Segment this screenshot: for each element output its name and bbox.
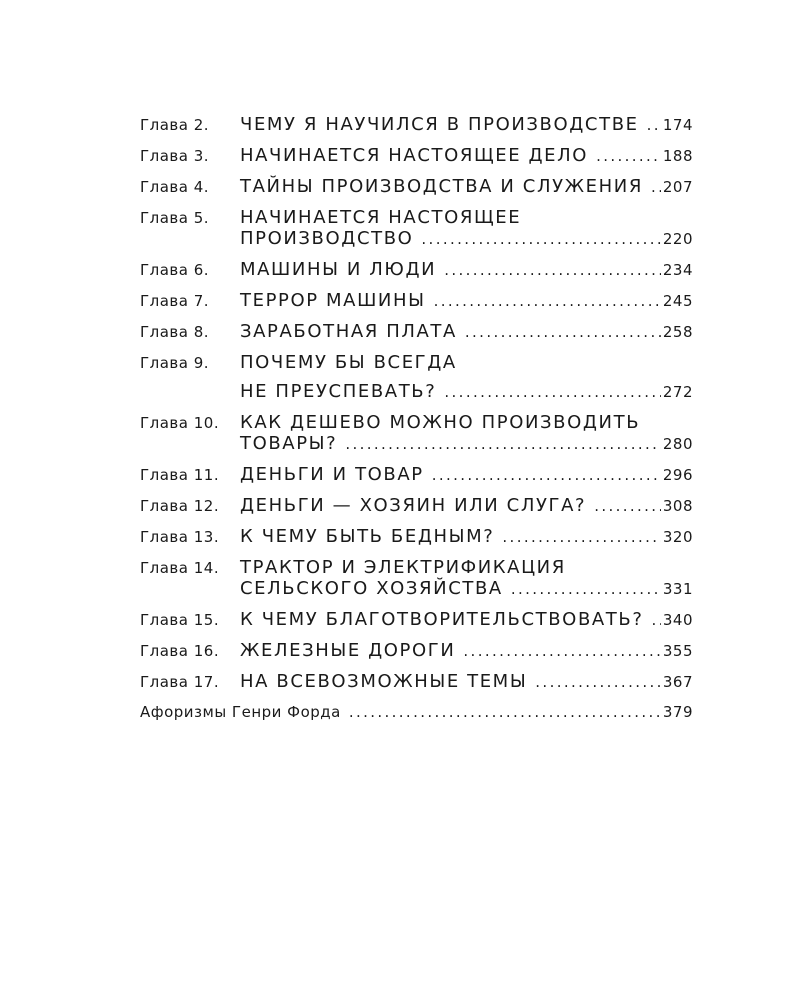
aphorisms-title	[140, 702, 693, 723]
chapter-label: Глава 6.	[140, 261, 210, 279]
toc-entry[interactable]	[140, 609, 693, 631]
chapter-label: Глава 4.	[140, 178, 210, 196]
chapter-title	[240, 207, 693, 250]
chapter-title-line: ПОЧЕМУ БЫ ВСЕГДА	[240, 352, 457, 373]
chapter-title	[240, 526, 693, 548]
chapter-title-line: К ЧЕМУ БЛАГОТВОРИТЕЛЬСТВОВАТЬ?	[240, 609, 644, 630]
chapter-title-line: ЗАРАБОТНАЯ ПЛАТА	[240, 321, 457, 342]
chapter-title-line: ТЕРРОР МАШИНЫ	[240, 290, 426, 311]
toc-entry[interactable]	[140, 526, 693, 548]
dot-leader	[535, 672, 661, 693]
aphorisms-title-text: Афоризмы Генри Форда	[140, 703, 341, 721]
toc-entry[interactable]	[140, 290, 693, 312]
dot-leader	[345, 434, 661, 455]
chapter-label: Глава 17.	[140, 673, 220, 691]
dot-leader	[421, 229, 660, 250]
toc-entry[interactable]	[140, 464, 693, 486]
chapter-title-line: КАК ДЕШЕВО МОЖНО ПРОИЗВОДИТЬ	[240, 412, 641, 433]
toc-entry[interactable]	[140, 321, 693, 343]
chapter-label: Глава 14.	[140, 559, 220, 577]
chapter-title	[240, 557, 693, 600]
toc-entry[interactable]	[140, 557, 693, 600]
chapter-title-line: МАШИНЫ И ЛЮДИ	[240, 259, 437, 280]
toc-entry[interactable]	[140, 207, 693, 250]
dot-leader	[594, 496, 661, 517]
chapter-title-line: ЧЕМУ Я НАУЧИЛСЯ В ПРОИЗВОДСТВЕ	[240, 114, 639, 135]
chapter-title	[240, 609, 693, 631]
chapter-title	[240, 290, 693, 312]
chapter-title	[240, 671, 693, 693]
page-number: 280	[662, 435, 693, 453]
chapter-title	[240, 412, 693, 455]
page-number: 220	[662, 230, 693, 248]
dot-leader	[465, 322, 661, 343]
dot-leader	[502, 527, 660, 548]
chapter-title-line: НА ВСЕВОЗМОЖНЫЕ ТЕМЫ	[240, 671, 528, 692]
page-number: 207	[662, 178, 693, 196]
chapter-title-line: НАЧИНАЕТСЯ НАСТОЯЩЕЕ	[240, 207, 522, 228]
dot-leader	[647, 115, 661, 136]
chapter-title-line: ТОВАРЫ?	[240, 433, 338, 454]
dot-leader	[596, 146, 661, 167]
page-number: 245	[662, 292, 693, 310]
chapter-title-line: НАЧИНАЕТСЯ НАСТОЯЩЕЕ ДЕЛО	[240, 145, 589, 166]
chapter-title	[240, 352, 693, 403]
chapter-title	[240, 495, 693, 517]
page-number: 308	[662, 497, 693, 515]
dot-leader	[463, 641, 660, 662]
chapter-label: Глава 9.	[140, 354, 210, 372]
chapter-label: Глава 12.	[140, 497, 220, 515]
chapter-label: Глава 3.	[140, 147, 210, 165]
dot-leader	[652, 610, 661, 631]
dot-leader	[432, 465, 661, 486]
chapter-title-line: ТРАКТОР И ЭЛЕКТРИФИКАЦИЯ	[240, 557, 566, 578]
toc-entry[interactable]	[140, 495, 693, 517]
dot-leader	[511, 579, 661, 600]
chapter-label: Глава 11.	[140, 466, 220, 484]
page-number: 174	[662, 116, 693, 134]
toc-entry-aphorisms[interactable]	[140, 702, 693, 723]
toc-entry[interactable]	[140, 176, 693, 198]
chapter-label: Глава 8.	[140, 323, 210, 341]
chapter-label: Глава 16.	[140, 642, 220, 660]
chapter-title-line: СЕЛЬСКОГО ХОЗЯЙСТВА	[240, 578, 503, 599]
toc-entry[interactable]	[140, 640, 693, 662]
dot-leader	[349, 702, 661, 723]
toc-entry[interactable]	[140, 114, 693, 136]
toc-entry[interactable]	[140, 352, 693, 403]
page-number: 379	[662, 703, 693, 721]
toc-entry[interactable]	[140, 145, 693, 167]
chapter-title	[240, 464, 693, 486]
page-number: 331	[662, 580, 693, 598]
chapter-label: Глава 15.	[140, 611, 220, 629]
dot-leader	[434, 291, 661, 312]
table-of-contents	[140, 114, 693, 732]
chapter-title-line: ПРОИЗВОДСТВО	[240, 228, 414, 249]
dot-leader	[444, 382, 660, 403]
toc-entry[interactable]	[140, 671, 693, 693]
page-number: 188	[662, 147, 693, 165]
chapter-title	[240, 176, 693, 198]
page-number: 258	[662, 323, 693, 341]
chapter-title	[240, 114, 693, 136]
chapter-title-line: НЕ ПРЕУСПЕВАТЬ?	[240, 381, 437, 402]
chapter-label: Глава 7.	[140, 292, 210, 310]
chapter-title	[240, 321, 693, 343]
chapter-title-line: К ЧЕМУ БЫТЬ БЕДНЫМ?	[240, 526, 495, 547]
page-number: 320	[662, 528, 693, 546]
chapter-label: Глава 10.	[140, 414, 220, 432]
chapter-label: Глава 5.	[140, 209, 210, 227]
chapter-title-line: ДЕНЬГИ И ТОВАР	[240, 464, 424, 485]
page-number: 367	[662, 673, 693, 691]
toc-entry[interactable]	[140, 259, 693, 281]
chapter-label: Глава 13.	[140, 528, 220, 546]
chapter-title-line: ТАЙНЫ ПРОИЗВОДСТВА И СЛУЖЕНИЯ	[240, 176, 643, 197]
page-number: 272	[662, 383, 693, 401]
dot-leader	[444, 260, 661, 281]
chapter-label: Глава 2.	[140, 116, 210, 134]
chapter-title-line: ДЕНЬГИ — ХОЗЯИН ИЛИ СЛУГА?	[240, 495, 587, 516]
chapter-title-line: ЖЕЛЕЗНЫЕ ДОРОГИ	[240, 640, 456, 661]
toc-entry[interactable]	[140, 412, 693, 455]
chapter-title	[240, 259, 693, 281]
chapter-title	[240, 640, 693, 662]
chapter-title	[240, 145, 693, 167]
page-number: 355	[662, 642, 693, 660]
page-number: 340	[662, 611, 693, 629]
page-number: 234	[662, 261, 693, 279]
page-number: 296	[662, 466, 693, 484]
dot-leader	[651, 177, 661, 198]
